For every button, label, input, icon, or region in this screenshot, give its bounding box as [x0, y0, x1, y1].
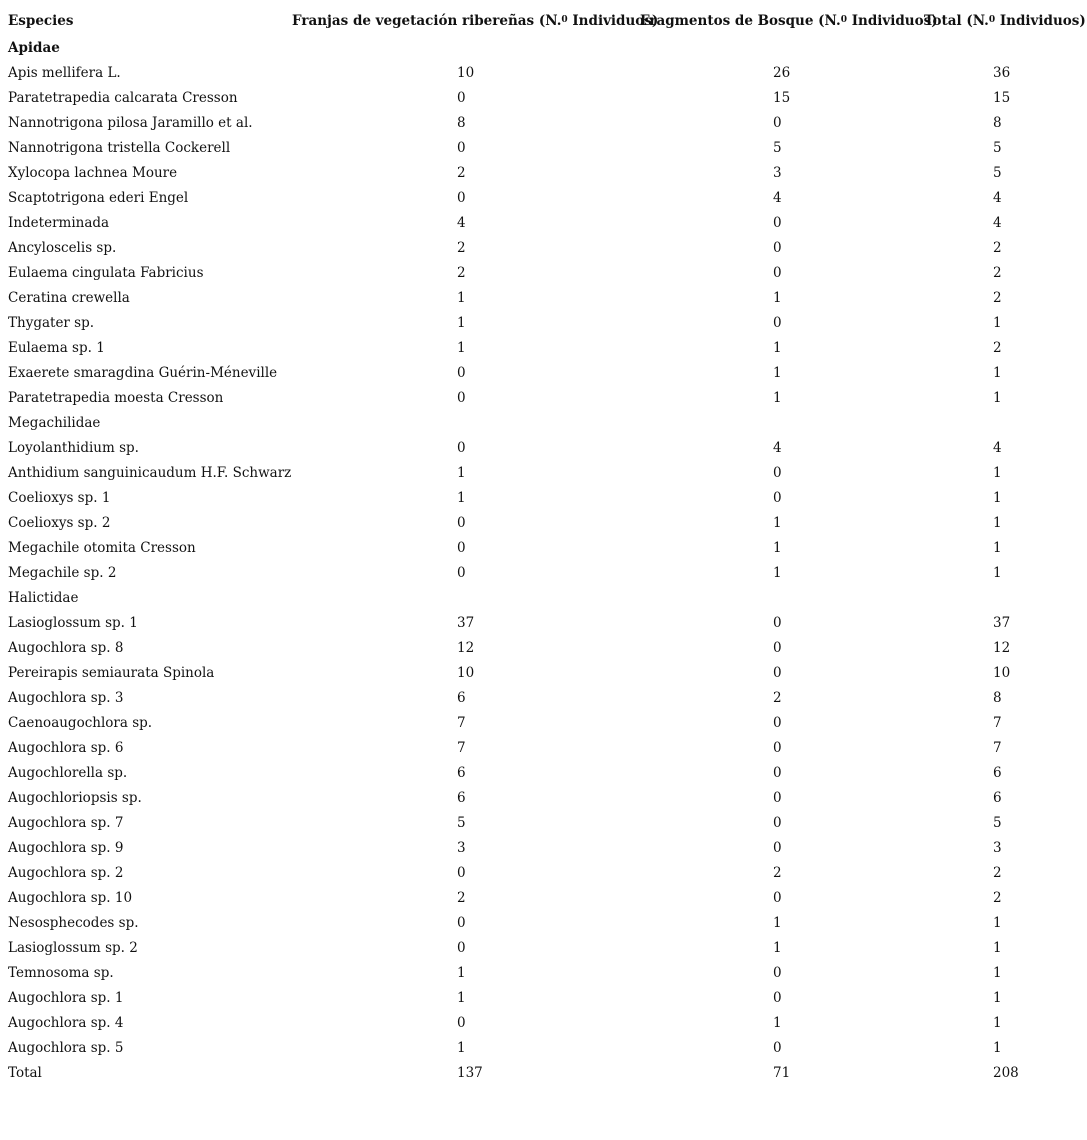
riparian-count: 0	[457, 190, 466, 206]
forest-count: 1	[773, 365, 782, 381]
table-row	[0, 186, 1087, 211]
total-count: 1	[993, 465, 1002, 481]
riparian-count: 0	[457, 365, 466, 381]
total-count: 1	[993, 990, 1002, 1006]
table-row	[0, 211, 1087, 236]
table-row	[0, 736, 1087, 761]
species-name: Coelioxys sp. 2	[8, 515, 111, 531]
table-row	[0, 311, 1087, 336]
total-count: 4	[993, 440, 1002, 456]
total-count: 1	[993, 490, 1002, 506]
total-count: 1	[993, 1040, 1002, 1056]
table-row	[0, 1036, 1087, 1061]
total-count: 8	[993, 115, 1002, 131]
family-name: Apidae	[8, 40, 60, 56]
header-row	[0, 6, 1087, 36]
forest-count: 0	[773, 315, 782, 331]
forest-count: 0	[773, 115, 782, 131]
species-table	[0, 6, 1087, 1086]
species-name: Indeterminada	[8, 215, 110, 231]
table-body	[0, 36, 1087, 1086]
forest-count: 5	[773, 140, 782, 156]
species-name: Megachile sp. 2	[8, 565, 117, 581]
forest-count: 4	[773, 190, 782, 206]
riparian-count: 1	[457, 490, 466, 506]
riparian-count: 6	[457, 690, 466, 706]
table-row	[0, 436, 1087, 461]
total-count: 6	[993, 790, 1002, 806]
header-forest	[640, 6, 938, 36]
forest-count: 0	[773, 615, 782, 631]
header-total-suffix: Individuos)	[995, 13, 1086, 29]
forest-count: 0	[773, 1040, 782, 1056]
forest-count: 1	[773, 515, 782, 531]
total-count: 6	[993, 765, 1002, 781]
forest-count: 0	[773, 265, 782, 281]
table-row	[0, 86, 1087, 111]
forest-count: 1	[773, 1015, 782, 1031]
forest-count: 15	[773, 90, 791, 106]
riparian-count: 7	[457, 740, 466, 756]
total-count: 37	[993, 615, 1011, 631]
riparian-count: 8	[457, 115, 466, 131]
riparian-count: 0	[457, 1015, 466, 1031]
species-name: Thygater sp.	[8, 315, 95, 331]
total-count: 8	[993, 690, 1002, 706]
riparian-count: 1	[457, 1040, 466, 1056]
forest-count: 1	[773, 565, 782, 581]
riparian-count: 2	[457, 165, 466, 181]
riparian-count: 2	[457, 240, 466, 256]
table-row	[0, 986, 1087, 1011]
family-row	[0, 411, 1087, 436]
table-row	[0, 511, 1087, 536]
species-name: Nannotrigona pilosa Jaramillo et al.	[8, 115, 253, 131]
table-row	[0, 661, 1087, 686]
table-row	[0, 286, 1087, 311]
species-name: Augochlora sp. 7	[8, 815, 124, 831]
table-row	[0, 136, 1087, 161]
forest-count: 0	[773, 240, 782, 256]
total-count: 2	[993, 890, 1002, 906]
total-count: 5	[993, 165, 1002, 181]
riparian-count: 1	[457, 465, 466, 481]
table-row	[0, 911, 1087, 936]
table-row	[0, 1011, 1087, 1036]
total-count: 36	[993, 65, 1011, 81]
species-name: Exaerete smaragdina Guérin-Méneville	[8, 365, 278, 381]
riparian-count: 0	[457, 390, 466, 406]
family-row	[0, 36, 1087, 61]
table-row	[0, 486, 1087, 511]
total-count: 2	[993, 865, 1002, 881]
forest-count: 0	[773, 465, 782, 481]
total-count: 2	[993, 340, 1002, 356]
forest-count: 0	[773, 215, 782, 231]
table-header	[0, 6, 1087, 36]
table-row	[0, 61, 1087, 86]
species-name: Augochlora sp. 4	[8, 1015, 124, 1031]
total-count: 1	[993, 390, 1002, 406]
species-name: Loyolanthidium sp.	[8, 440, 139, 456]
table-row	[0, 786, 1087, 811]
header-riparian-main: Franjas de vegetación ribereñas (N.	[292, 13, 562, 29]
table-row	[0, 761, 1087, 786]
riparian-count: 1	[457, 990, 466, 1006]
riparian-count: 6	[457, 765, 466, 781]
total-count: 5	[993, 140, 1002, 156]
forest-count: 1	[773, 540, 782, 556]
species-name: Augochlora sp. 8	[8, 640, 124, 656]
table-row	[0, 686, 1087, 711]
species-name: Augochlora sp. 6	[8, 740, 124, 756]
forest-count: 0	[773, 790, 782, 806]
total-count: 1	[993, 365, 1002, 381]
riparian-count: 0	[457, 940, 466, 956]
total-count: 15	[993, 90, 1011, 106]
table-row	[0, 886, 1087, 911]
species-name: Caenoaugochlora sp.	[8, 715, 153, 731]
riparian-count: 1	[457, 315, 466, 331]
riparian-count: 37	[457, 615, 475, 631]
riparian-count: 0	[457, 515, 466, 531]
species-name: Total	[8, 1065, 42, 1081]
table-row	[0, 561, 1087, 586]
forest-count: 0	[773, 815, 782, 831]
riparian-count: 4	[457, 215, 466, 231]
total-count: 1	[993, 940, 1002, 956]
total-row	[0, 1061, 1087, 1086]
table-row	[0, 236, 1087, 261]
table-row	[0, 361, 1087, 386]
forest-count: 3	[773, 165, 782, 181]
species-name: Coelioxys sp. 1	[8, 490, 111, 506]
riparian-count: 7	[457, 715, 466, 731]
table-row	[0, 536, 1087, 561]
riparian-count: 2	[457, 265, 466, 281]
total-count: 208	[993, 1065, 1019, 1081]
species-name: Eulaema cingulata Fabricius	[8, 265, 204, 281]
total-count: 4	[993, 215, 1002, 231]
header-forest-suffix: Individuos)	[847, 13, 938, 29]
header-total	[920, 6, 1087, 36]
forest-count: 0	[773, 965, 782, 981]
forest-count: 71	[773, 1065, 791, 1081]
header-total-main: Total (N.	[924, 13, 989, 29]
riparian-count: 1	[457, 290, 466, 306]
table-row	[0, 861, 1087, 886]
total-count: 1	[993, 915, 1002, 931]
forest-count: 2	[773, 690, 782, 706]
forest-count: 0	[773, 640, 782, 656]
table-row	[0, 636, 1087, 661]
forest-count: 1	[773, 915, 782, 931]
forest-count: 0	[773, 740, 782, 756]
total-count: 3	[993, 840, 1002, 856]
species-name: Nesosphecodes sp.	[8, 915, 139, 931]
species-name: Augochlora sp. 5	[8, 1040, 124, 1056]
forest-count: 0	[773, 490, 782, 506]
total-count: 2	[993, 290, 1002, 306]
species-name: Anthidium sanguinicaudum H.F. Schwarz	[8, 465, 292, 481]
table-row	[0, 111, 1087, 136]
header-species	[0, 6, 292, 36]
forest-count: 0	[773, 840, 782, 856]
riparian-count: 1	[457, 340, 466, 356]
forest-count: 1	[773, 390, 782, 406]
riparian-count: 1	[457, 965, 466, 981]
species-name: Nannotrigona tristella Cockerell	[8, 140, 231, 156]
table-row	[0, 161, 1087, 186]
riparian-count: 6	[457, 790, 466, 806]
species-name: Lasioglossum sp. 1	[8, 615, 138, 631]
species-name: Augochloriopsis sp.	[8, 790, 142, 806]
riparian-count: 5	[457, 815, 466, 831]
species-name: Lasioglossum sp. 2	[8, 940, 138, 956]
species-name: Scaptotrigona ederi Engel	[8, 190, 189, 206]
family-name: Megachilidae	[8, 415, 101, 431]
total-count: 1	[993, 515, 1002, 531]
species-name: Paratetrapedia moesta Cresson	[8, 390, 224, 406]
forest-count: 2	[773, 865, 782, 881]
riparian-count: 137	[457, 1065, 483, 1081]
total-count: 1	[993, 1015, 1002, 1031]
total-count: 4	[993, 190, 1002, 206]
total-count: 1	[993, 315, 1002, 331]
header-total-sup: 0	[988, 15, 996, 25]
header-riparian-sup: 0	[561, 15, 568, 25]
total-count: 2	[993, 265, 1002, 281]
forest-count: 1	[773, 290, 782, 306]
forest-count: 0	[773, 765, 782, 781]
table-row	[0, 961, 1087, 986]
riparian-count: 12	[457, 640, 475, 656]
total-count: 10	[993, 665, 1011, 681]
riparian-count: 10	[457, 65, 475, 81]
table-row	[0, 261, 1087, 286]
header-forest-sup: 0	[840, 15, 847, 25]
forest-count: 0	[773, 990, 782, 1006]
table-row	[0, 386, 1087, 411]
riparian-count: 2	[457, 890, 466, 906]
species-name: Augochlorella sp.	[8, 765, 128, 781]
header-forest-main: Fragmentos de Bosque (N.	[640, 13, 841, 29]
table-row	[0, 836, 1087, 861]
species-name: Paratetrapedia calcarata Cresson	[8, 90, 238, 106]
species-name: Xylocopa lachnea Moure	[8, 165, 178, 181]
table-row	[0, 711, 1087, 736]
riparian-count: 0	[457, 90, 466, 106]
total-count: 2	[993, 240, 1002, 256]
forest-count: 0	[773, 890, 782, 906]
species-name: Ceratina crewella	[8, 290, 130, 306]
total-count: 1	[993, 565, 1002, 581]
species-name: Augochlora sp. 10	[8, 890, 133, 906]
forest-count: 1	[773, 340, 782, 356]
header-riparian	[292, 6, 659, 36]
total-count: 1	[993, 540, 1002, 556]
family-row	[0, 586, 1087, 611]
species-name: Pereirapis semiaurata Spinola	[8, 665, 215, 681]
species-name: Eulaema sp. 1	[8, 340, 105, 356]
total-count: 7	[993, 740, 1002, 756]
table-row	[0, 936, 1087, 961]
species-name: Augochlora sp. 2	[8, 865, 124, 881]
riparian-count: 3	[457, 840, 466, 856]
family-name: Halictidae	[8, 590, 79, 606]
riparian-count: 0	[457, 915, 466, 931]
species-name: Augochlora sp. 9	[8, 840, 124, 856]
total-count: 5	[993, 815, 1002, 831]
total-count: 7	[993, 715, 1002, 731]
riparian-count: 0	[457, 140, 466, 156]
species-name: Megachile otomita Cresson	[8, 540, 196, 556]
species-name: Apis mellifera L.	[8, 65, 121, 81]
header-species-label: Especies	[8, 13, 74, 29]
forest-count: 0	[773, 715, 782, 731]
riparian-count: 0	[457, 865, 466, 881]
species-name: Temnosoma sp.	[8, 965, 114, 981]
forest-count: 1	[773, 940, 782, 956]
species-name: Augochlora sp. 1	[8, 990, 124, 1006]
species-name: Augochlora sp. 3	[8, 690, 124, 706]
species-name: Ancyloscelis sp.	[8, 240, 117, 256]
total-count: 12	[993, 640, 1011, 656]
table-row	[0, 461, 1087, 486]
riparian-count: 0	[457, 540, 466, 556]
forest-count: 26	[773, 65, 791, 81]
header-riparian-suffix: Individuos)	[567, 13, 659, 29]
table-row	[0, 811, 1087, 836]
forest-count: 4	[773, 440, 782, 456]
riparian-count: 10	[457, 665, 475, 681]
riparian-count: 0	[457, 440, 466, 456]
total-count: 1	[993, 965, 1002, 981]
table-row	[0, 611, 1087, 636]
table-row	[0, 336, 1087, 361]
riparian-count: 0	[457, 565, 466, 581]
forest-count: 0	[773, 665, 782, 681]
